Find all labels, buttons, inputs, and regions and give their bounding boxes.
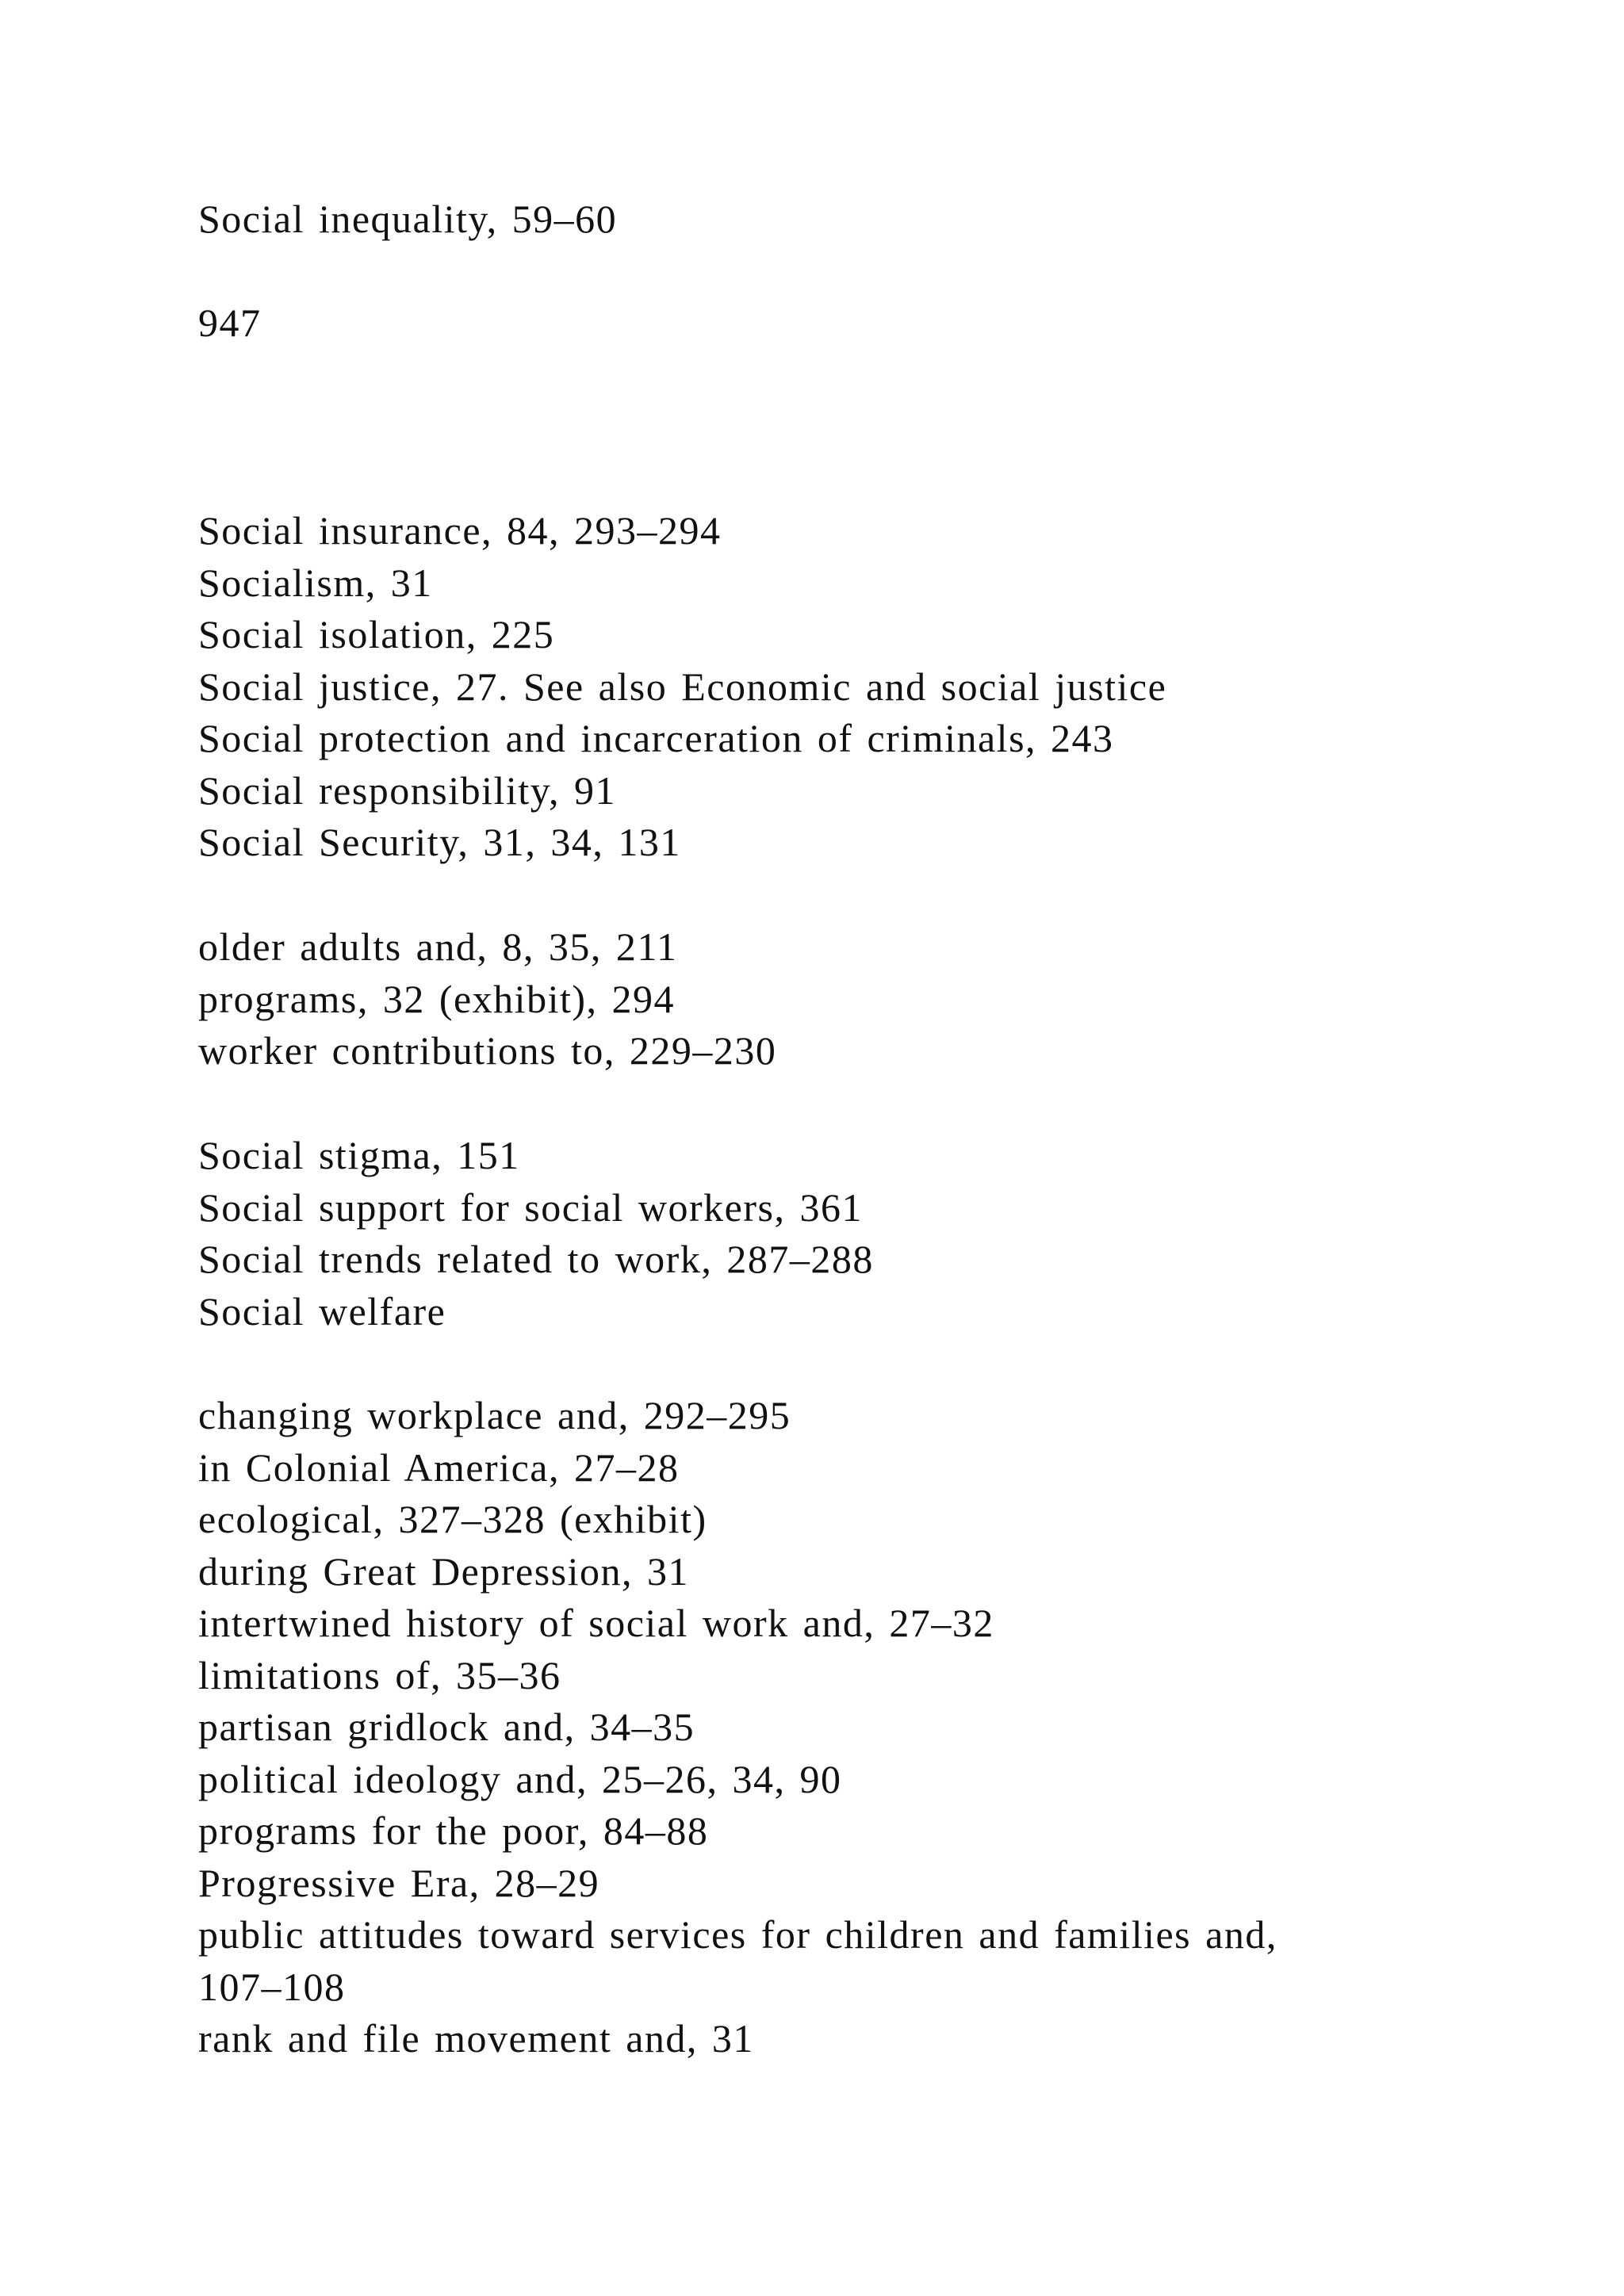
index-subentry: during Great Depression, 31	[198, 1548, 690, 1594]
social-welfare-subentries	[198, 1390, 1529, 2065]
index-subentry: worker contributions to, 229–230	[198, 1028, 777, 1073]
index-subentry: ecological, 327–328 (exhibit)	[198, 1497, 707, 1541]
index-subentry: limitations of, 35–36	[198, 1652, 561, 1697]
page-number-block	[198, 297, 1529, 350]
index-subentry: programs, 32 (exhibit), 294	[198, 976, 676, 1021]
index-entry: Social justice, 27. See also Economic and social justice	[198, 664, 1167, 709]
index-subentry: programs for the poor, 84–88	[198, 1808, 709, 1853]
social-security-subentries	[198, 921, 1529, 1077]
index-entry: Social trends related to work, 287–288	[198, 1237, 874, 1281]
index-subentry: intertwined history of social work and, 27–32	[198, 1601, 994, 1645]
index-entries-group-a	[198, 505, 1529, 869]
index-entry: Social inequality, 59–60	[198, 197, 618, 241]
index-subentry: changing workplace and, 292–295	[198, 1393, 791, 1437]
index-entry: Social protection and incarceration of criminals, 243	[198, 716, 1114, 760]
index-entry: Social responsibility, 91	[198, 767, 616, 813]
index-subentry: in Colonial America, 27–28	[198, 1445, 680, 1490]
index-entry: Social stigma, 151	[198, 1133, 520, 1177]
index-entry: Socialism, 31	[198, 560, 433, 605]
index-entry: Social insurance, 84, 293–294	[198, 508, 722, 553]
index-subentry: 107–108	[198, 1964, 346, 2009]
index-entry: Social welfare	[198, 1288, 446, 1334]
index-subentry: partisan gridlock and, 34–35	[198, 1705, 695, 1749]
index-subentry: Progressive Era, 28–29	[198, 1860, 600, 1905]
index-subentry: public attitudes toward services for children and families and,	[198, 1912, 1277, 1957]
index-subentry: older adults and, 8, 35, 211	[198, 924, 678, 969]
index-entry: Social Security, 31, 34, 131	[198, 820, 681, 864]
index-subentry: political ideology and, 25–26, 34, 90	[198, 1756, 842, 1801]
page-number: 947	[198, 300, 262, 345]
index-heading-entry	[198, 193, 1529, 246]
index-subentry: rank and file movement and, 31	[198, 2016, 754, 2061]
index-entries-group-b	[198, 1130, 1529, 1337]
index-entry: Social isolation, 225	[198, 612, 555, 656]
index-entry: Social support for social workers, 361	[198, 1184, 863, 1230]
